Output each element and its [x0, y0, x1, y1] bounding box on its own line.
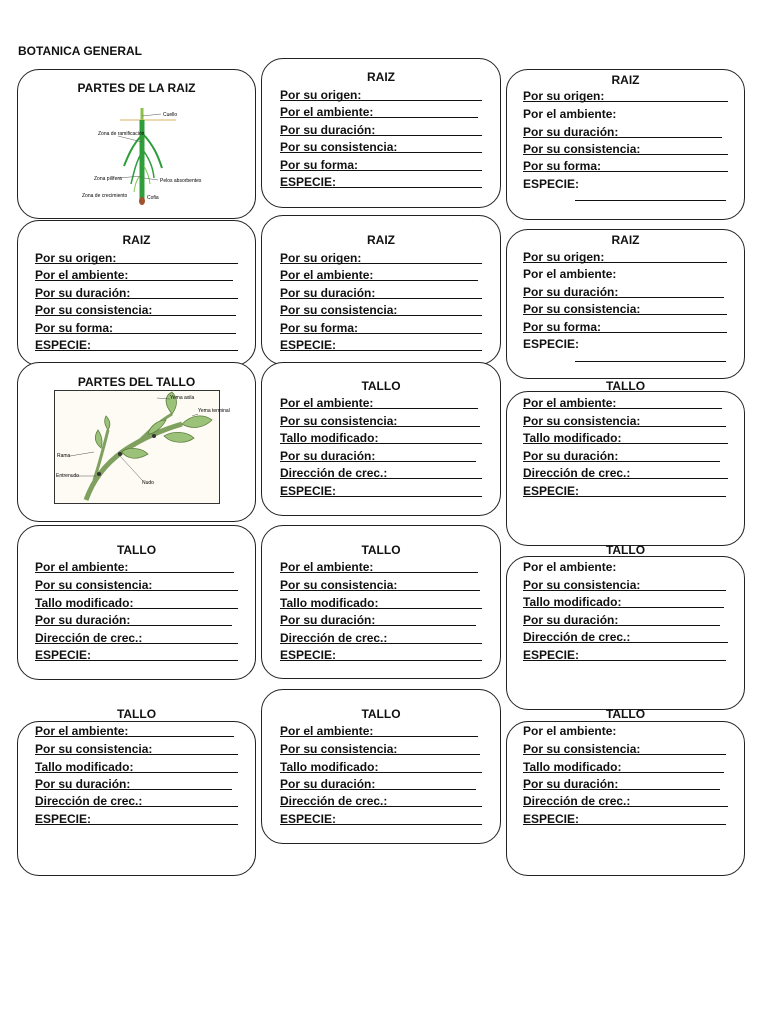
answer-line[interactable] [280, 608, 482, 609]
field-forma[interactable] [507, 319, 744, 336]
answer-line[interactable] [280, 315, 482, 316]
field-duracion[interactable] [507, 776, 744, 793]
card-title: TALLO [361, 379, 401, 393]
field-label: Por su duración: [280, 286, 376, 300]
answer-line[interactable] [523, 625, 720, 626]
field-label: Tallo modificado: [523, 431, 622, 445]
field-ambiente[interactable] [507, 266, 744, 283]
field-label: Por su duración: [280, 613, 376, 627]
field-label: Tallo modificado: [280, 431, 379, 445]
answer-line[interactable] [280, 152, 482, 153]
field-ambiente[interactable] [18, 723, 255, 740]
field-label: Por su duración: [35, 777, 131, 791]
field-ambiente[interactable] [507, 106, 744, 123]
raiz-card-1 [261, 58, 501, 208]
field-duracion[interactable] [507, 284, 744, 301]
field-consistencia[interactable] [262, 302, 500, 319]
field-especie[interactable] [507, 483, 744, 500]
answer-line[interactable] [523, 772, 724, 773]
field-label: Por su duración: [523, 449, 619, 463]
field-label: Por su duración: [523, 613, 619, 627]
answer-line-extra[interactable] [575, 200, 726, 201]
field-modificado[interactable] [18, 759, 255, 776]
field-label: Por su duración: [280, 777, 376, 791]
answer-line[interactable] [280, 806, 482, 807]
answer-line[interactable] [523, 789, 720, 790]
stem-label-yema-terminal: Yema terminal [198, 408, 230, 414]
card-title: TALLO [361, 707, 401, 721]
field-label: Por su consistencia: [523, 742, 641, 756]
field-label: Por su consistencia: [280, 414, 398, 428]
root-parts-card [17, 69, 256, 219]
card-title: TALLO [605, 707, 646, 721]
field-label: Por su duración: [523, 125, 619, 139]
field-especie[interactable] [507, 336, 744, 353]
field-ambiente[interactable] [507, 395, 744, 412]
card-title: TALLO [605, 379, 646, 393]
field-direccion[interactable] [18, 793, 255, 810]
field-label: Por su forma: [523, 320, 602, 334]
field-label: Dirección de crec.: [35, 794, 143, 808]
answer-line[interactable] [280, 187, 482, 188]
answer-line[interactable] [35, 315, 236, 316]
field-direccion[interactable] [262, 630, 500, 647]
field-label: Tallo modificado: [35, 760, 134, 774]
field-especie[interactable] [18, 337, 255, 354]
field-label: Por su consistencia: [523, 414, 641, 428]
field-modificado[interactable] [507, 430, 744, 447]
answer-line[interactable] [280, 572, 478, 573]
field-label: ESPECIE: [523, 812, 580, 826]
field-modificado[interactable] [507, 594, 744, 611]
answer-line[interactable] [35, 333, 236, 334]
field-ambiente[interactable] [18, 267, 255, 284]
field-label: Dirección de crec.: [280, 631, 388, 645]
field-label: Por el ambiente: [35, 268, 129, 282]
document-title: BOTANICA GENERAL [18, 44, 142, 58]
field-direccion[interactable] [507, 465, 744, 482]
field-label: Por su consistencia: [35, 742, 153, 756]
field-origen[interactable] [18, 250, 255, 267]
card-title: RAIZ [367, 233, 395, 247]
field-duracion[interactable] [507, 448, 744, 465]
field-label: Dirección de crec.: [280, 794, 388, 808]
field-origen[interactable] [507, 249, 744, 266]
answer-line[interactable] [523, 642, 728, 643]
answer-line[interactable] [35, 806, 238, 807]
card-title: RAIZ [122, 233, 151, 247]
answer-line[interactable] [280, 408, 478, 409]
field-direccion[interactable] [262, 793, 500, 810]
field-label: Por el ambiente: [35, 560, 129, 574]
field-duracion[interactable] [18, 776, 255, 793]
field-label: ESPECIE: [35, 648, 92, 662]
answer-line[interactable] [280, 350, 482, 351]
answer-line[interactable] [35, 824, 238, 825]
answer-line[interactable] [280, 100, 482, 101]
answer-line[interactable] [280, 170, 482, 171]
field-consistencia[interactable] [262, 577, 500, 594]
field-consistencia[interactable] [262, 741, 500, 758]
field-ambiente[interactable] [507, 723, 744, 740]
field-duracion[interactable] [18, 612, 255, 629]
field-duracion[interactable] [262, 122, 500, 139]
answer-line[interactable] [280, 333, 482, 334]
field-modificado[interactable] [262, 430, 500, 447]
field-modificado[interactable] [18, 595, 255, 612]
field-label: Tallo modificado: [280, 596, 379, 610]
field-ambiente[interactable] [262, 104, 500, 121]
field-forma[interactable] [262, 320, 500, 337]
field-consistencia[interactable] [507, 741, 744, 758]
answer-line-extra[interactable] [575, 361, 726, 362]
field-duracion[interactable] [507, 612, 744, 629]
answer-line[interactable] [280, 590, 480, 591]
answer-line[interactable] [35, 660, 238, 661]
answer-line[interactable] [523, 137, 722, 138]
field-label: Por el ambiente: [523, 724, 617, 738]
field-label: Por su consistencia: [35, 578, 153, 592]
answer-line[interactable] [280, 496, 482, 497]
answer-line[interactable] [523, 262, 727, 263]
answer-line[interactable] [523, 314, 727, 315]
answer-line[interactable] [35, 590, 238, 591]
root-label-crecimiento: Zona de crecimiento [82, 193, 128, 199]
field-duracion[interactable] [262, 448, 500, 465]
answer-line[interactable] [35, 280, 233, 281]
field-duracion[interactable] [262, 612, 500, 629]
field-label: Dirección de crec.: [523, 630, 631, 644]
root-diagram [84, 106, 214, 206]
tallo-card-8 [506, 707, 745, 876]
field-origen[interactable] [507, 88, 744, 105]
raiz-card-2 [506, 69, 745, 220]
field-especie[interactable] [18, 647, 255, 664]
answer-line[interactable] [280, 625, 476, 626]
answer-line[interactable] [523, 660, 726, 661]
field-especie[interactable] [507, 811, 744, 828]
answer-line[interactable] [35, 772, 238, 773]
answer-line[interactable] [523, 461, 720, 462]
field-ambiente[interactable] [262, 395, 500, 412]
field-label: Tallo modificado: [35, 596, 134, 610]
field-duracion[interactable] [262, 776, 500, 793]
raiz-card-5 [506, 229, 745, 379]
answer-line[interactable] [280, 117, 478, 118]
card-title: RAIZ [611, 73, 640, 87]
root-label-ramificacion: Zona de ramificación [98, 131, 145, 137]
field-label: Dirección de crec.: [280, 466, 388, 480]
field-label: Dirección de crec.: [523, 466, 631, 480]
answer-line[interactable] [523, 171, 728, 172]
answer-line[interactable] [280, 280, 478, 281]
answer-line[interactable] [35, 298, 238, 299]
field-origen[interactable] [262, 87, 500, 104]
tallo-card-4 [261, 525, 501, 679]
answer-line[interactable] [523, 297, 724, 298]
field-label: Dirección de crec.: [523, 794, 631, 808]
card-title: TALLO [361, 543, 401, 557]
answer-line[interactable] [280, 426, 480, 427]
field-label: Por el ambiente: [35, 724, 129, 738]
field-modificado[interactable] [262, 759, 500, 776]
answer-line[interactable] [35, 754, 238, 755]
field-label: Por su origen: [35, 251, 117, 265]
field-consistencia[interactable] [507, 141, 744, 158]
field-forma[interactable] [507, 158, 744, 175]
field-label: ESPECIE: [523, 337, 580, 351]
field-consistencia[interactable] [262, 139, 500, 156]
answer-line[interactable] [280, 298, 482, 299]
tallo-card-7 [261, 689, 501, 844]
field-label: Por su origen: [523, 250, 605, 264]
answer-line[interactable] [523, 824, 726, 825]
field-label: Por el ambiente: [523, 396, 617, 410]
stem-label-yema-axila: Yema axila [170, 395, 195, 401]
answer-line[interactable] [280, 789, 476, 790]
field-label: Por su duración: [280, 449, 376, 463]
answer-line[interactable] [523, 443, 728, 444]
field-label: Por su consistencia: [280, 303, 398, 317]
field-label: Por su duración: [35, 613, 131, 627]
field-label: Por el ambiente: [523, 560, 617, 574]
field-especie[interactable] [262, 483, 500, 500]
field-label: Por su duración: [523, 777, 619, 791]
field-label: Por su duración: [280, 123, 376, 137]
answer-line[interactable] [35, 608, 238, 609]
field-direccion[interactable] [262, 465, 500, 482]
answer-line[interactable] [35, 643, 238, 644]
field-consistencia[interactable] [262, 413, 500, 430]
field-consistencia[interactable] [507, 301, 744, 318]
answer-line[interactable] [523, 806, 728, 807]
answer-line[interactable] [523, 154, 728, 155]
root-label-pilifera: Zona pilífera [94, 176, 122, 182]
answer-line[interactable] [280, 135, 482, 136]
raiz-card-3 [17, 220, 256, 366]
field-label: ESPECIE: [35, 338, 92, 352]
root-label-cofia: Cofia [147, 195, 159, 201]
field-label: Tallo modificado: [523, 760, 622, 774]
stem-label-rama: Rama [57, 453, 71, 459]
field-label: ESPECIE: [523, 177, 580, 191]
field-duracion[interactable] [262, 285, 500, 302]
field-modificado[interactable] [262, 595, 500, 612]
card-title: RAIZ [611, 233, 640, 247]
answer-line[interactable] [523, 590, 726, 591]
field-label: Por su origen: [280, 88, 362, 102]
field-especie[interactable] [262, 811, 500, 828]
field-label: Por su forma: [523, 159, 602, 173]
field-ambiente[interactable] [262, 559, 500, 576]
field-duracion[interactable] [18, 285, 255, 302]
answer-line[interactable] [523, 101, 728, 102]
answer-line[interactable] [280, 263, 482, 264]
field-consistencia[interactable] [18, 302, 255, 319]
field-label: ESPECIE: [280, 484, 337, 498]
field-label: Por su consistencia: [523, 302, 641, 316]
field-label: Por su consistencia: [280, 140, 398, 154]
field-label: ESPECIE: [280, 812, 337, 826]
field-label: ESPECIE: [523, 648, 580, 662]
root-label-cuello: Cuello [163, 112, 178, 118]
field-duracion[interactable] [507, 124, 744, 141]
field-consistencia[interactable] [18, 741, 255, 758]
field-label: Por su forma: [280, 321, 359, 335]
stem-parts-card [17, 362, 256, 522]
field-label: ESPECIE: [523, 484, 580, 498]
answer-line[interactable] [280, 754, 480, 755]
tallo-card-6 [17, 707, 256, 876]
answer-line[interactable] [523, 408, 722, 409]
answer-line[interactable] [35, 263, 238, 264]
answer-line[interactable] [280, 660, 482, 661]
field-label: Por el ambiente: [280, 268, 374, 282]
card-title: PARTES DEL TALLO [77, 375, 196, 389]
card-title: TALLO [605, 543, 646, 557]
field-especie[interactable] [18, 811, 255, 828]
field-ambiente[interactable] [262, 723, 500, 740]
field-ambiente[interactable] [507, 559, 744, 576]
answer-line[interactable] [35, 736, 234, 737]
answer-line[interactable] [280, 478, 482, 479]
field-label: Por su duración: [35, 286, 131, 300]
card-title: TALLO [116, 543, 157, 557]
tallo-card-2 [506, 379, 745, 546]
field-label: Por el ambiente: [523, 267, 617, 281]
field-forma[interactable] [262, 157, 500, 174]
field-direccion[interactable] [507, 629, 744, 646]
root-label-pelos: Pelos absorbentes [160, 178, 202, 184]
answer-line[interactable] [523, 332, 727, 333]
field-label: Por su consistencia: [523, 578, 641, 592]
answer-line[interactable] [280, 824, 482, 825]
tallo-card-5 [506, 543, 745, 710]
field-label: ESPECIE: [35, 812, 92, 826]
answer-line[interactable] [280, 443, 482, 444]
field-especie[interactable] [262, 337, 500, 354]
field-label: ESPECIE: [280, 175, 337, 189]
field-consistencia[interactable] [507, 413, 744, 430]
field-especie[interactable] [507, 647, 744, 664]
field-label: Por su duración: [523, 285, 619, 299]
card-title: TALLO [116, 707, 157, 721]
field-especie[interactable] [262, 174, 500, 191]
field-label: Por su origen: [280, 251, 362, 265]
field-ambiente[interactable] [262, 267, 500, 284]
field-label: Por el ambiente: [280, 105, 374, 119]
field-label: Tallo modificado: [523, 595, 622, 609]
field-ambiente[interactable] [18, 559, 255, 576]
stem-label-nudo: Nudo [142, 480, 154, 486]
field-forma[interactable] [18, 320, 255, 337]
answer-line[interactable] [523, 754, 726, 755]
field-label: Dirección de crec.: [35, 631, 143, 645]
field-label: Por su consistencia: [280, 578, 398, 592]
answer-line[interactable] [280, 736, 478, 737]
tallo-card-1 [261, 362, 501, 516]
field-label: Por su forma: [35, 321, 114, 335]
answer-line[interactable] [280, 461, 476, 462]
field-label: Tallo modificado: [280, 760, 379, 774]
answer-line[interactable] [523, 496, 726, 497]
answer-line[interactable] [35, 350, 238, 351]
field-label: ESPECIE: [280, 338, 337, 352]
field-direccion[interactable] [18, 630, 255, 647]
field-label: Por su origen: [523, 89, 605, 103]
stem-label-entrenudo: Entrenudo [56, 473, 80, 479]
answer-line[interactable] [35, 572, 234, 573]
answer-line[interactable] [523, 426, 726, 427]
field-label: Por el ambiente: [523, 107, 617, 121]
field-especie[interactable] [507, 176, 744, 193]
raiz-card-4 [261, 215, 501, 365]
field-label: Por su consistencia: [523, 142, 641, 156]
card-title: RAIZ [367, 70, 395, 84]
answer-line[interactable] [523, 478, 728, 479]
field-consistencia[interactable] [18, 577, 255, 594]
field-label: Por su consistencia: [280, 742, 398, 756]
field-label: Por su forma: [280, 158, 359, 172]
field-label: Por el ambiente: [280, 724, 374, 738]
field-origen[interactable] [262, 250, 500, 267]
answer-line[interactable] [523, 607, 724, 608]
card-title: PARTES DE LA RAIZ [77, 81, 196, 95]
stem-diagram [54, 390, 230, 504]
field-consistencia[interactable] [507, 577, 744, 594]
answer-line[interactable] [280, 643, 482, 644]
field-modificado[interactable] [507, 759, 744, 776]
field-direccion[interactable] [507, 793, 744, 810]
answer-line[interactable] [280, 772, 482, 773]
answer-line[interactable] [35, 625, 232, 626]
field-label: Por el ambiente: [280, 396, 374, 410]
field-label: Por su consistencia: [35, 303, 153, 317]
tallo-card-3 [17, 525, 256, 680]
answer-line[interactable] [35, 789, 232, 790]
field-especie[interactable] [262, 647, 500, 664]
field-label: ESPECIE: [280, 648, 337, 662]
field-label: Por el ambiente: [280, 560, 374, 574]
